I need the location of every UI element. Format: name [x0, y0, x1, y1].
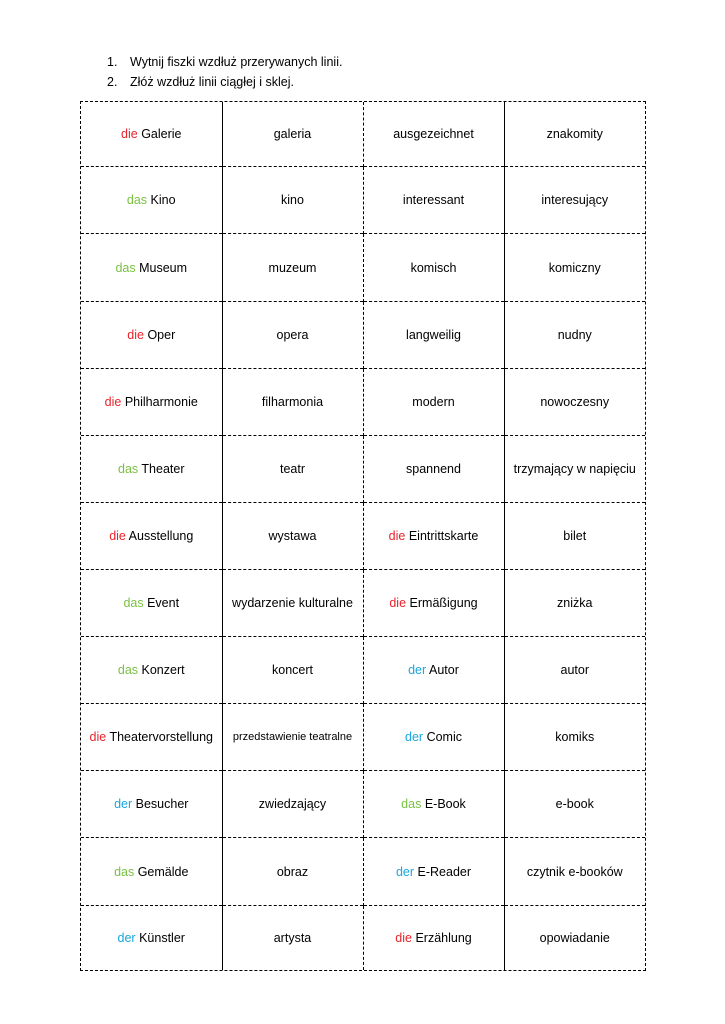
polish-translation-cell	[222, 905, 363, 970]
article-die: die	[121, 127, 138, 142]
polish-translation-cell	[222, 704, 363, 771]
cell-text: modern	[412, 394, 455, 409]
article-der: der	[117, 930, 136, 945]
polish-translation-cell	[222, 570, 363, 637]
cell-text: spannend	[406, 461, 461, 476]
instruction-number: 1.	[107, 55, 118, 69]
cell-text: nowoczesny	[540, 394, 610, 409]
cell-text: opowiadanie	[539, 930, 610, 945]
german-term-cell	[363, 234, 504, 301]
polish-translation-cell	[222, 435, 363, 502]
cell-text: wystawa	[268, 528, 317, 543]
article-die: die	[389, 596, 407, 611]
noun-text: Konzert	[141, 663, 185, 678]
noun-text: Oper	[147, 327, 176, 342]
cell-text: komiks	[555, 730, 595, 745]
cell-text: czytnik e-booków	[526, 864, 623, 879]
polish-translation-cell	[222, 167, 363, 234]
polish-translation-cell	[222, 368, 363, 435]
article-die: die	[109, 528, 126, 543]
polish-translation-cell	[222, 502, 363, 569]
cell-text: ausgezeichnet	[393, 127, 474, 142]
polish-translation-cell	[504, 102, 645, 167]
polish-translation-cell	[504, 167, 645, 234]
flashcard-table	[81, 102, 645, 970]
cell-text: zniżka	[557, 596, 593, 611]
german-term-cell	[363, 905, 504, 970]
german-term-cell	[363, 838, 504, 905]
german-term-cell	[363, 368, 504, 435]
article-die: die	[395, 930, 412, 945]
cell-text: znakomity	[546, 127, 603, 142]
instruction-number: 2.	[107, 75, 118, 89]
article-das: das	[115, 260, 136, 275]
german-term-cell	[363, 435, 504, 502]
polish-translation-cell	[504, 368, 645, 435]
article-die: die	[127, 327, 144, 342]
noun-text: Kino	[150, 193, 176, 208]
cell-text: przedstawienie teatralne	[232, 731, 353, 744]
instruction-text: Wytnij fiszki wzdłuż przerywanych linii.	[130, 55, 343, 69]
article-das: das	[118, 461, 139, 476]
polish-translation-cell	[504, 704, 645, 771]
noun-text: E-Book	[424, 797, 466, 812]
noun-text: Museum	[139, 260, 188, 275]
noun-text: Besucher	[135, 797, 189, 812]
noun-text: Philharmonie	[124, 394, 198, 409]
cell-text: wydarzenie kulturalne	[232, 596, 353, 611]
german-term-cell	[81, 704, 222, 771]
flashcard-grid	[80, 101, 646, 971]
article-die: die	[104, 394, 122, 409]
german-term-cell	[81, 905, 222, 970]
polish-translation-cell	[504, 435, 645, 502]
cell-text: artysta	[273, 930, 312, 945]
cell-text: interesujący	[541, 193, 609, 208]
cell-text: komiczny	[548, 260, 601, 275]
noun-text: Autor	[428, 663, 459, 678]
german-term-cell	[81, 167, 222, 234]
noun-text: Erzählung	[415, 930, 472, 945]
article-der: der	[395, 864, 415, 879]
polish-translation-cell	[504, 905, 645, 970]
cell-text: nudny	[557, 327, 592, 342]
cell-text: teatr	[279, 461, 305, 476]
german-term-cell	[81, 637, 222, 704]
german-term-cell	[363, 502, 504, 569]
instructions	[107, 52, 342, 92]
cell-text: obraz	[276, 864, 309, 879]
cell-text: koncert	[272, 663, 313, 678]
noun-text: Galerie	[141, 127, 182, 142]
flashcard-row	[81, 838, 645, 905]
cell-text: bilet	[563, 528, 587, 543]
flashcard-row	[81, 435, 645, 502]
cell-text: muzeum	[268, 260, 317, 275]
flashcard-row	[81, 637, 645, 704]
flashcard-row	[81, 368, 645, 435]
cell-text: galeria	[273, 127, 312, 142]
cell-text: filharmonia	[261, 394, 324, 409]
article-der: der	[405, 730, 424, 745]
noun-text: Gemälde	[137, 864, 189, 879]
polish-translation-cell	[222, 234, 363, 301]
cell-text: autor	[560, 663, 589, 678]
polish-translation-cell	[222, 838, 363, 905]
cell-text: kino	[281, 193, 304, 208]
flashcard-row	[81, 570, 645, 637]
flashcard-row	[81, 301, 645, 368]
german-term-cell	[81, 838, 222, 905]
article-der: der	[114, 797, 133, 812]
polish-translation-cell	[504, 301, 645, 368]
noun-text: E-Reader	[417, 864, 472, 879]
instruction-text: Złóż wzdłuż linii ciągłej i sklej.	[130, 75, 294, 89]
german-term-cell	[363, 167, 504, 234]
noun-text: Ausstellung	[128, 528, 194, 543]
polish-translation-cell	[504, 838, 645, 905]
article-das: das	[117, 663, 139, 678]
cell-text: trzymający w napięciu	[513, 461, 636, 476]
noun-text: Eintrittskarte	[408, 528, 479, 543]
noun-text: Event	[147, 596, 180, 611]
noun-text: Ermäßigung	[409, 596, 478, 611]
flashcard-row	[81, 234, 645, 301]
german-term-cell	[81, 102, 222, 167]
cell-text: interessant	[402, 193, 465, 208]
noun-text: Künstler	[139, 930, 185, 945]
german-term-cell	[81, 502, 222, 569]
cell-text: opera	[276, 327, 309, 342]
flashcard-row	[81, 771, 645, 838]
flashcard-row	[81, 704, 645, 771]
flashcard-row	[81, 167, 645, 234]
article-das: das	[123, 596, 144, 611]
article-die: die	[388, 528, 406, 543]
polish-translation-cell	[504, 234, 645, 301]
article-das: das	[114, 864, 135, 879]
polish-translation-cell	[222, 102, 363, 167]
cell-text: zwiedzający	[258, 797, 327, 812]
german-term-cell	[81, 368, 222, 435]
german-term-cell	[81, 301, 222, 368]
polish-translation-cell	[504, 637, 645, 704]
noun-text: Comic	[426, 730, 462, 745]
german-term-cell	[363, 704, 504, 771]
german-term-cell	[81, 771, 222, 838]
article-die: die	[89, 730, 107, 745]
german-term-cell	[81, 435, 222, 502]
cell-text: komisch	[410, 260, 457, 275]
polish-translation-cell	[504, 771, 645, 838]
german-term-cell	[81, 570, 222, 637]
flashcard-row	[81, 102, 645, 167]
polish-translation-cell	[504, 570, 645, 637]
noun-text: Theatervorstellung	[109, 730, 213, 745]
german-term-cell	[363, 301, 504, 368]
polish-translation-cell	[222, 637, 363, 704]
german-term-cell	[81, 234, 222, 301]
cell-text: langweilig	[406, 327, 461, 342]
instruction-item	[107, 72, 342, 92]
flashcard-row	[81, 905, 645, 970]
polish-translation-cell	[222, 301, 363, 368]
instruction-item	[107, 52, 342, 72]
article-der: der	[408, 663, 427, 678]
article-das: das	[401, 797, 422, 812]
noun-text: Theater	[141, 461, 185, 476]
german-term-cell	[363, 570, 504, 637]
german-term-cell	[363, 771, 504, 838]
polish-translation-cell	[222, 771, 363, 838]
flashcard-row	[81, 502, 645, 569]
german-term-cell	[363, 637, 504, 704]
cell-text: e-book	[555, 797, 594, 812]
article-das: das	[126, 193, 148, 208]
german-term-cell	[363, 102, 504, 167]
polish-translation-cell	[504, 502, 645, 569]
